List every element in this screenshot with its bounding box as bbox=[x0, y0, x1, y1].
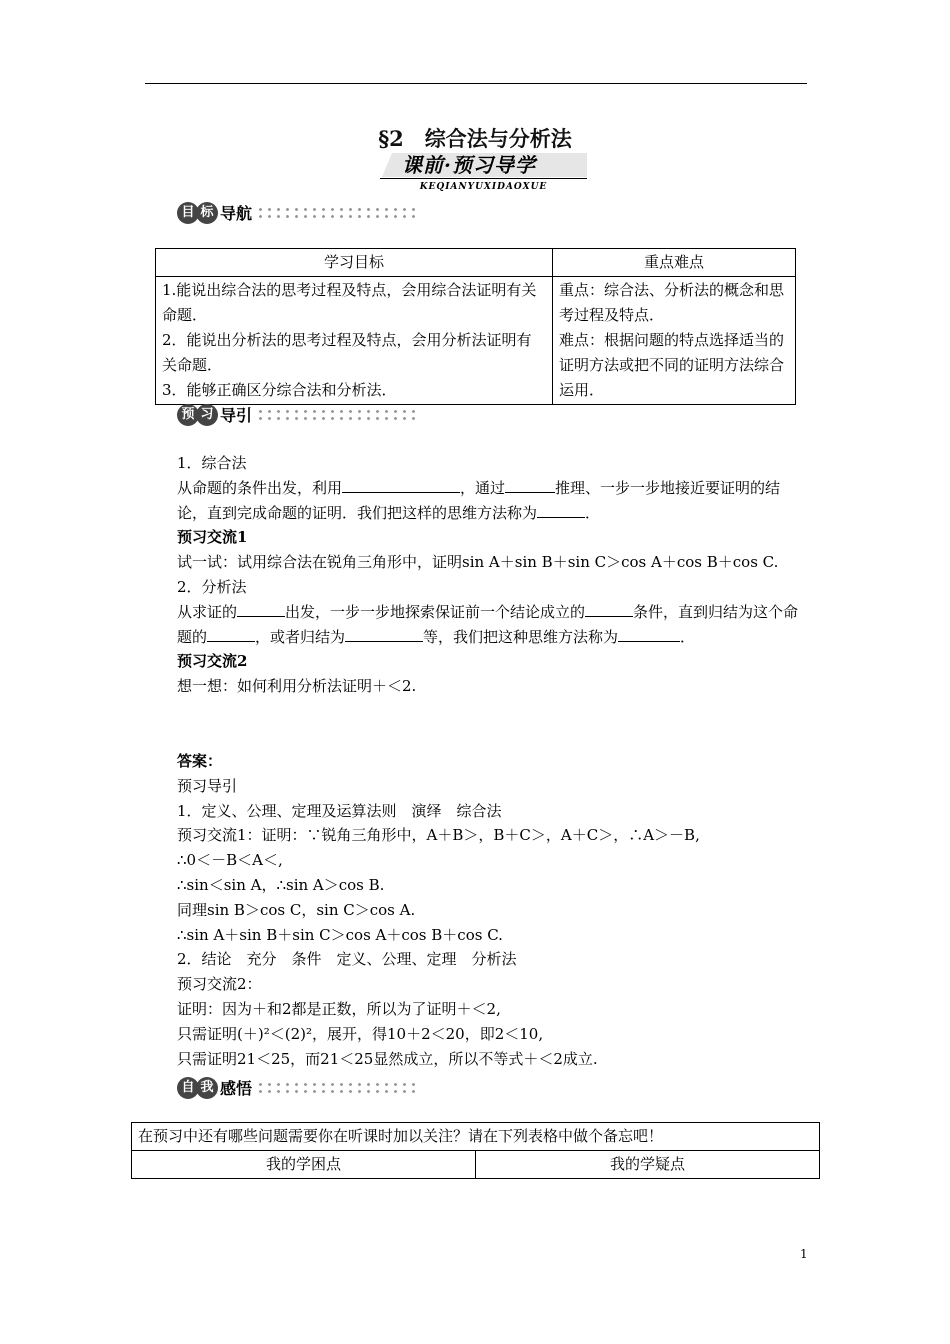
banner-title: 课前·预习导学 bbox=[402, 153, 536, 177]
badge-label: 感悟 bbox=[220, 1079, 253, 1098]
goal-item: 2．能说出分析法的思考过程及特点，会用分析法证明有关命题． bbox=[162, 331, 532, 374]
page-number: 1 bbox=[800, 1247, 808, 1261]
exchange1-text: 试一试：试用综合法在锐角三角形中，证明sin A＋sin B＋sin C＞cos A＋cos B＋cos C. bbox=[177, 553, 779, 572]
goals-header-right: 重点难点 bbox=[553, 249, 796, 277]
answer-line: 2．结论 充分 条件 定义、公理、定理 分析法 bbox=[177, 950, 517, 969]
badge-circle: 习 bbox=[196, 404, 218, 426]
answer-line: 1．定义、公理、定理及运算法则 演绎 综合法 bbox=[177, 801, 502, 820]
banner-rule bbox=[380, 178, 587, 179]
difficult-point: 难点：根据问题的特点选择适当的证明方法或把不同的证明方法综合运用． bbox=[559, 331, 785, 399]
badge-circle: 自 bbox=[177, 1077, 199, 1099]
memo-prompt: 在预习中还有哪些问题需要你在听课时加以关注？请在下列表格中做个备忘吧！ bbox=[132, 1123, 820, 1151]
badge-circle: 标 bbox=[196, 202, 218, 224]
badge-dots bbox=[256, 408, 416, 422]
fill-blank[interactable] bbox=[618, 627, 680, 642]
analysis-heading: 2．分析法 bbox=[177, 577, 247, 596]
badge-label: 导航 bbox=[220, 204, 253, 223]
badge-dots bbox=[256, 206, 416, 220]
banner-subtitle: KEQIANYUXIDAOXUE bbox=[419, 182, 548, 192]
text-run: 等，我们把这种思维方法称为 bbox=[423, 627, 619, 646]
answer-line: 只需证明(＋)²＜(2)²，展开，得10＋2＜20，即2＜10, bbox=[177, 1024, 544, 1043]
exchange2-text: 想一想：如何利用分析法证明＋＜2. bbox=[177, 677, 417, 696]
goal-item: 3．能够正确区分综合法和分析法． bbox=[162, 381, 397, 399]
answer-line: ∴sin A＋sin B＋sin C＞cos A＋cos B＋cos C. bbox=[177, 925, 503, 944]
answer-line: ∴sin＜sin A，∴sin A＞cos B. bbox=[177, 875, 385, 894]
goals-header-left: 学习目标 bbox=[156, 249, 553, 277]
text-run: ，通过 bbox=[460, 478, 506, 497]
answer-line: 同理sin B＞cos C，sin C＞cos A. bbox=[177, 900, 416, 919]
answer-line: 证明：因为＋和2都是正数，所以为了证明＋＜2, bbox=[177, 999, 501, 1018]
text-run: 从求证的 bbox=[177, 602, 238, 621]
text-run: 推理、一步一步地接近要证明的结论，直到完成命题的证明．我们把这样的思维方法称为 bbox=[177, 478, 781, 522]
exchange1-heading: 预习交流1 bbox=[177, 528, 248, 547]
synthesis-text bbox=[145, 476, 810, 526]
page-title: §2 综合法与分析法 bbox=[378, 126, 572, 151]
badge-circle: 目 bbox=[177, 202, 199, 224]
header-rule bbox=[145, 83, 807, 84]
goals-table bbox=[155, 248, 796, 405]
fill-blank[interactable] bbox=[342, 478, 460, 493]
answer-line: ∴0＜－B＜A＜, bbox=[177, 851, 283, 870]
analysis-text bbox=[145, 600, 810, 650]
section-badge-preview bbox=[177, 403, 416, 427]
answer-line: 预习交流1：证明：∵锐角三角形中，A＋B＞，B＋C＞，A＋C＞，∴A＞－B, bbox=[177, 826, 700, 845]
text-run: 条件，直到归结为这个命题的 bbox=[177, 602, 799, 646]
fill-blank[interactable] bbox=[585, 602, 633, 617]
answer-line: 只需证明21＜25，而21＜25显然成立，所以不等式＋＜2成立. bbox=[177, 1049, 598, 1068]
preview-section bbox=[145, 451, 810, 699]
fill-blank[interactable] bbox=[207, 627, 255, 642]
key-point: 重点：综合法、分析法的概念和思考过程及特点． bbox=[559, 281, 785, 324]
memo-table bbox=[131, 1122, 820, 1179]
text-run: ． bbox=[680, 627, 696, 646]
answers-heading: 答案： bbox=[177, 752, 223, 770]
goal-item: 1.能说出综合法的思考过程及特点，会用综合法证明有关命题． bbox=[162, 281, 537, 324]
badge-circle: 我 bbox=[196, 1077, 218, 1099]
answers-section bbox=[145, 749, 810, 1071]
fill-blank[interactable] bbox=[237, 602, 285, 617]
text-run: 出发，一步一步地探索保证前一个结论成立的 bbox=[285, 602, 586, 621]
badge-circle: 预 bbox=[177, 404, 199, 426]
text-run: 从命题的条件出发，利用 bbox=[177, 478, 343, 497]
memo-col-questions[interactable]: 我的学疑点 bbox=[476, 1151, 820, 1179]
memo-col-difficulties[interactable]: 我的学困点 bbox=[132, 1151, 476, 1179]
text-run: ． bbox=[585, 503, 601, 522]
goals-cell-left bbox=[156, 277, 553, 405]
section-badge-reflect bbox=[177, 1076, 416, 1100]
exchange2-heading: 预习交流2 bbox=[177, 652, 248, 671]
fill-blank[interactable] bbox=[537, 503, 585, 518]
text-run: ，或者归结为 bbox=[255, 627, 346, 646]
badge-label: 导引 bbox=[220, 406, 253, 425]
answer-line: 预习交流2： bbox=[177, 975, 262, 994]
badge-dots bbox=[256, 1081, 416, 1095]
goals-cell-right bbox=[553, 277, 796, 405]
section-badge-goals bbox=[177, 201, 416, 225]
fill-blank[interactable] bbox=[345, 627, 423, 642]
synthesis-heading: 1．综合法 bbox=[177, 454, 247, 472]
fill-blank[interactable] bbox=[505, 478, 555, 493]
answer-line: 预习导引 bbox=[177, 776, 238, 795]
